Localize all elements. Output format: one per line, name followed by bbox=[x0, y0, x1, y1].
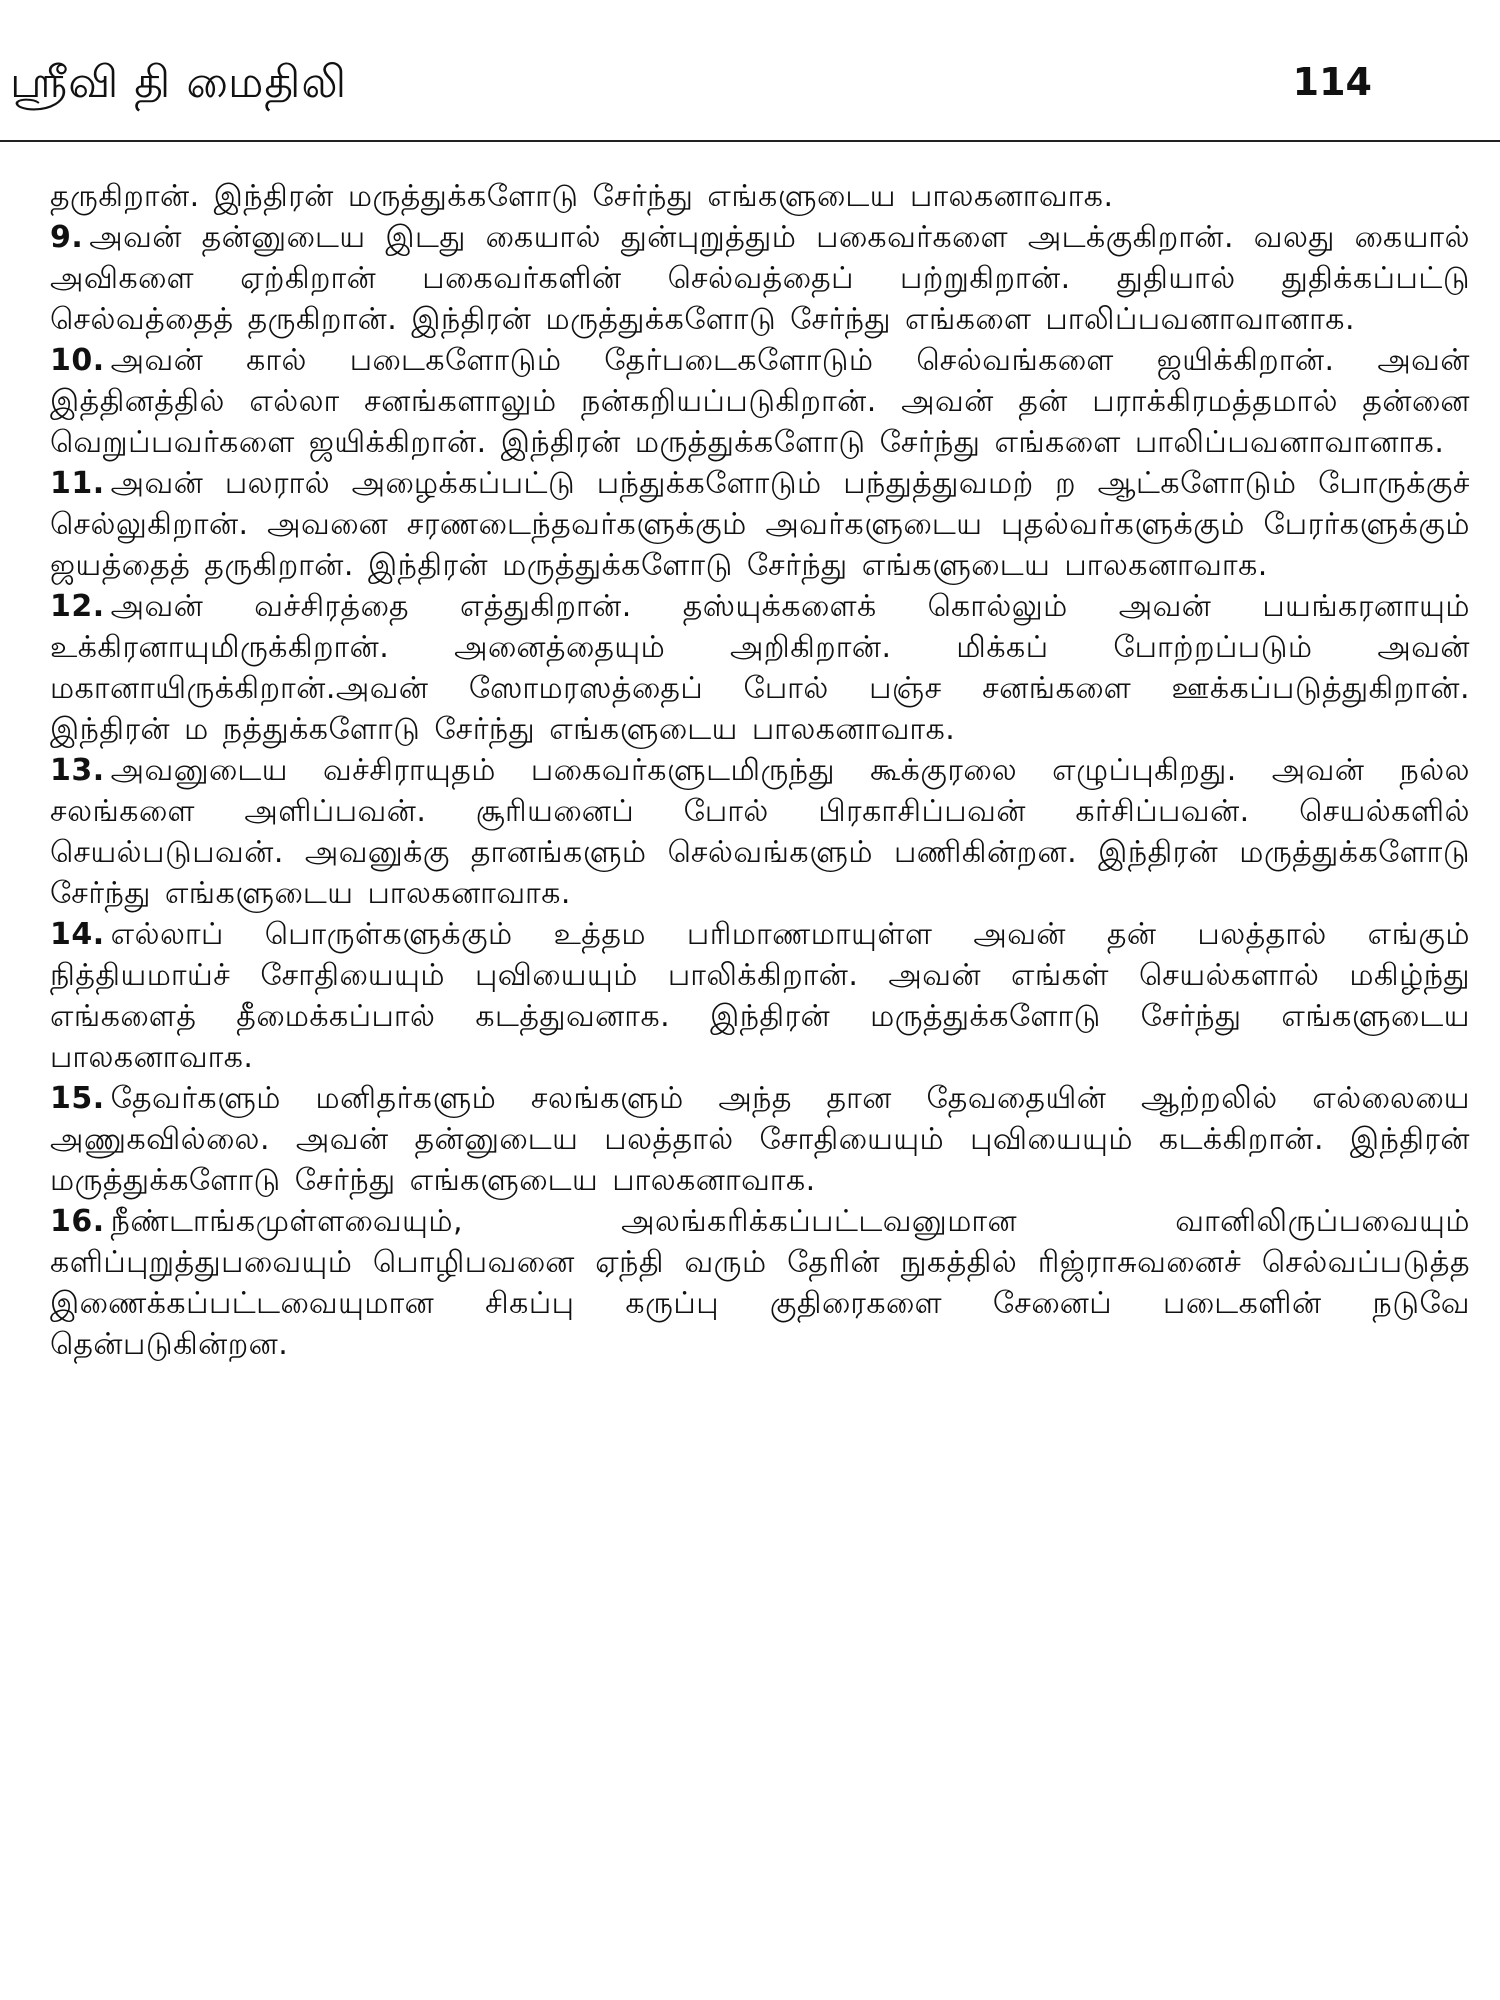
paragraph-text: அவன் வச்சிரத்தை எத்துகிறான். தஸ்யுக்களைக் கொல்லும் அவன் பயங்கரனாயும் உக்கிரனாயுமிருக்கிறான். அனைத்தையும் அறிகிறான். மிக்கப் போற்றப்படும் அவன் மகானாயிருக்கிறான்.அவன் ஸோமரஸத்தைப் போல் பஞ்ச சனங்களை ஊக்கப்படுத்துகிறான். இந்திரன் ம நத்துக்களோடு சேர்ந்து எங்களுடைய பாலகனாவாக. bbox=[50, 589, 1470, 747]
verse-number: 12. bbox=[50, 589, 105, 624]
page-header bbox=[0, 0, 1500, 142]
verse-9 bbox=[50, 217, 1470, 340]
paragraph-text: அவன் தன்னுடைய இடது கையால் துன்புறுத்தும் பகைவர்களை அடக்குகிறான். வலது கையால் அவிகளை ஏற்கிறான் பகைவர்களின் செல்வத்தைப் பற்றுகிறான். துதியால் துதிக்கப்பட்டு செல்வத்தைத் தருகிறான். இந்திரன் மருத்துக்களோடு சேர்ந்து எங்களை பாலிப்பவனாவானாக. bbox=[50, 220, 1470, 337]
paragraph-text: நீண்டாங்கமுள்ளவையும், அலங்கரிக்கப்பட்டவனுமான வானிலிருப்பவையும் களிப்புறுத்துபவையும் பொழிபவனை ஏந்தி வரும் தேரின் நுகத்தில் ரிஜ்ராசுவனைச் செல்வப்படுத்த இணைக்கப்பட்டவையுமான சிகப்பு கருப்பு குதிரைகளை சேனைப் படைகளின் நடுவே தென்படுகின்றன. bbox=[50, 1204, 1470, 1362]
verse-number: 16. bbox=[50, 1204, 105, 1239]
book-title: ஸ்ரீவி தி மைதிலி bbox=[10, 57, 348, 108]
verse-number: 15. bbox=[50, 1081, 105, 1116]
verse-number: 14. bbox=[50, 917, 105, 952]
paragraph-text: தருகிறான். இந்திரன் மருத்துக்களோடு சேர்ந்து எங்களுடைய பாலகனாவாக. bbox=[50, 179, 1114, 214]
paragraph-text: எல்லாப் பொருள்களுக்கும் உத்தம பரிமாணமாயுள்ள அவன் தன் பலத்தால் எங்கும் நித்தியமாய்ச் சோதியையும் புவியையும் பாலிக்கிறான். அவன் எங்கள் செயல்களால் மகிழ்ந்து எங்களைத் தீமைக்கப்பால் கடத்துவனாக. இந்திரன் மருத்துக்களோடு சேர்ந்து எங்களுடைய பாலகனாவாக. bbox=[50, 917, 1470, 1075]
verse-number: 10. bbox=[50, 343, 105, 378]
verse-13 bbox=[50, 750, 1470, 914]
page-body bbox=[50, 176, 1470, 1365]
verse-11 bbox=[50, 463, 1470, 586]
verse-14 bbox=[50, 914, 1470, 1078]
page-number: 114 bbox=[1292, 60, 1372, 104]
verse-number: 9. bbox=[50, 220, 84, 255]
paragraph-continued bbox=[50, 176, 1470, 217]
paragraph-text: அவன் பலரால் அழைக்கப்பட்டு பந்துக்களோடும் பந்துத்துவமற் ற ஆட்களோடும் போருக்குச் செல்லுகிறான். அவனை சரணடைந்தவர்களுக்கும் அவர்களுடைய புதல்வர்களுக்கும் பேரர்களுக்கும் ஜயத்தைத் தருகிறான். இந்திரன் மருத்துக்களோடு சேர்ந்து எங்களுடைய பாலகனாவாக. bbox=[50, 466, 1470, 583]
verse-number: 13. bbox=[50, 753, 105, 788]
verse-16 bbox=[50, 1201, 1470, 1365]
verse-15 bbox=[50, 1078, 1470, 1201]
verse-number: 11. bbox=[50, 466, 105, 501]
paragraph-text: தேவர்களும் மனிதர்களும் சலங்களும் அந்த தான தேவதையின் ஆற்றலில் எல்லையை அணுகவில்லை. அவன் தன்னுடைய பலத்தால் சோதியையும் புவியையும் கடக்கிறான். இந்திரன் மருத்துக்களோடு சேர்ந்து எங்களுடைய பாலகனாவாக. bbox=[50, 1081, 1470, 1198]
verse-10 bbox=[50, 340, 1470, 463]
verse-12 bbox=[50, 586, 1470, 750]
paragraph-text: அவன் கால் படைகளோடும் தேர்படைகளோடும் செல்வங்களை ஜயிக்கிறான். அவன் இத்தினத்தில் எல்லா சனங்களாலும் நன்கறியப்படுகிறான். அவன் தன் பராக்கிரமத்தமால் தன்னை வெறுப்பவர்களை ஜயிக்கிறான். இந்திரன் மருத்துக்களோடு சேர்ந்து எங்களை பாலிப்பவனாவானாக. bbox=[50, 343, 1470, 460]
paragraph-text: அவனுடைய வச்சிராயுதம் பகைவர்களுடமிருந்து கூக்குரலை எழுப்புகிறது. அவன் நல்ல சலங்களை அளிப்பவன். சூரியனைப் போல் பிரகாசிப்பவன் கர்சிப்பவன். செயல்களில் செயல்படுபவன். அவனுக்கு தானங்களும் செல்வங்களும் பணிகின்றன. இந்திரன் மருத்துக்களோடு சேர்ந்து எங்களுடைய பாலகனாவாக. bbox=[50, 753, 1470, 911]
